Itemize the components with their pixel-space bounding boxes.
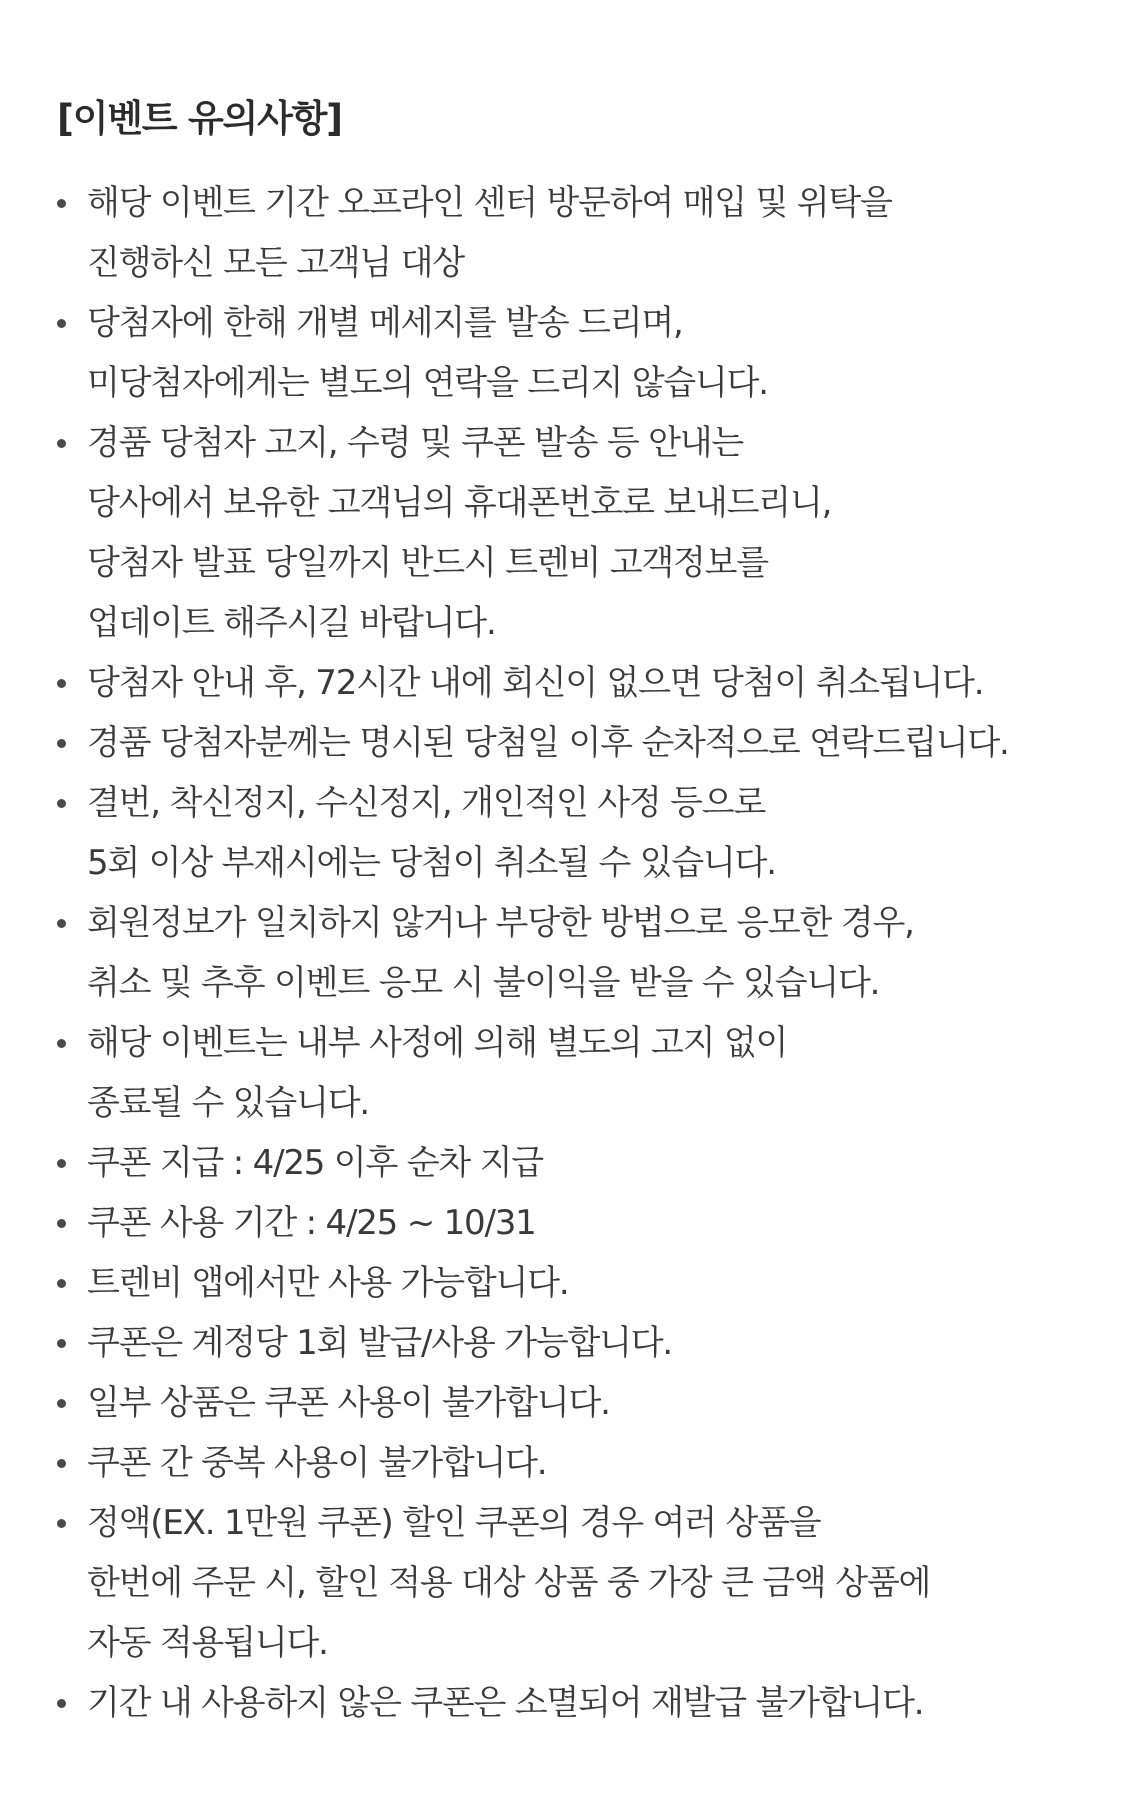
notice-title: [이벤트 유의사항] <box>57 97 342 140</box>
notice-item <box>57 293 1125 413</box>
notice-item <box>57 1373 1125 1433</box>
notice-item-line: 취소 및 추후 이벤트 응모 시 불이익을 받을 수 있습니다. <box>87 963 880 1003</box>
bullet-dot-icon <box>57 1699 66 1708</box>
notice-item <box>57 1013 1125 1133</box>
notice-item-line: 미당첨자에게는 별도의 연락을 드리지 않습니다. <box>87 363 768 403</box>
notice-item-line: 경품 당첨자 고지, 수령 및 쿠폰 발송 등 안내는 <box>87 423 744 463</box>
notice-item <box>57 1433 1125 1493</box>
notice-item-line: 종료될 수 있습니다. <box>87 1083 369 1123</box>
notice-item-line: 쿠폰은 계정당 1회 발급/사용 가능합니다. <box>87 1323 673 1363</box>
notice-item-line: 쿠폰 사용 기간 : 4/25 ~ 10/31 <box>87 1203 536 1243</box>
notice-item <box>57 1253 1125 1313</box>
bullet-dot-icon <box>57 1519 66 1528</box>
notice-item-line: 해당 이벤트 기간 오프라인 센터 방문하여 매입 및 위탁을 <box>87 183 892 223</box>
notice-item <box>57 653 1125 713</box>
notice-item-line: 업데이트 해주시길 바랍니다. <box>87 603 496 643</box>
notice-item <box>57 713 1125 773</box>
notice-item <box>57 893 1125 1013</box>
bullet-dot-icon <box>57 1159 66 1168</box>
notice-item <box>57 1673 1125 1733</box>
bullet-dot-icon <box>57 1039 66 1048</box>
bullet-dot-icon <box>57 739 66 748</box>
bullet-dot-icon <box>57 1339 66 1348</box>
bullet-dot-icon <box>57 1219 66 1228</box>
bullet-dot-icon <box>57 199 66 208</box>
notice-item-line: 당사에서 보유한 고객님의 휴대폰번호로 보내드리니, <box>87 483 832 523</box>
notice-item-line: 당첨자 발표 당일까지 반드시 트렌비 고객정보를 <box>87 543 768 583</box>
notice-item-line: 기간 내 사용하지 않은 쿠폰은 소멸되어 재발급 불가합니다. <box>87 1683 924 1723</box>
notice-item-line: 트렌비 앱에서만 사용 가능합니다. <box>87 1263 569 1303</box>
notice-item <box>57 1313 1125 1373</box>
notice-item-line: 정액(EX. 1만원 쿠폰) 할인 쿠폰의 경우 여러 상품을 <box>87 1503 821 1543</box>
notice-item-line: 회원정보가 일치하지 않거나 부당한 방법으로 응모한 경우, <box>87 903 914 943</box>
bullet-dot-icon <box>57 439 66 448</box>
notice-item-line: 당첨자에 한해 개별 메세지를 발송 드리며, <box>87 303 683 343</box>
bullet-dot-icon <box>57 919 66 928</box>
bullet-dot-icon <box>57 679 66 688</box>
notice-item-line: 쿠폰 지급 : 4/25 이후 순차 지급 <box>87 1143 543 1183</box>
notice-item-line: 한번에 주문 시, 할인 적용 대상 상품 중 가장 큰 금액 상품에 <box>87 1563 931 1603</box>
notice-item-line: 해당 이벤트는 내부 사정에 의해 별도의 고지 없이 <box>87 1023 788 1063</box>
notice-item-line: 쿠폰 간 중복 사용이 불가합니다. <box>87 1443 547 1483</box>
notice-item <box>57 413 1125 653</box>
bullet-dot-icon <box>57 799 66 808</box>
notice-item-line: 5회 이상 부재시에는 당첨이 취소될 수 있습니다. <box>87 843 776 883</box>
notice-item <box>57 1193 1125 1253</box>
notice-item <box>57 773 1125 893</box>
notice-item-line: 경품 당첨자분께는 명시된 당첨일 이후 순차적으로 연락드립니다. <box>87 723 1009 763</box>
notice-item-line: 진행하신 모든 고객님 대상 <box>87 243 464 283</box>
notice-item <box>57 1493 1125 1673</box>
notice-item-line: 자동 적용됩니다. <box>87 1623 328 1663</box>
bullet-dot-icon <box>57 319 66 328</box>
notice-item-line: 당첨자 안내 후, 72시간 내에 회신이 없으면 당첨이 취소됩니다. <box>87 663 984 703</box>
notice-item <box>57 173 1125 293</box>
notice-item-line: 결번, 착신정지, 수신정지, 개인적인 사정 등으로 <box>87 783 766 823</box>
bullet-dot-icon <box>57 1279 66 1288</box>
notice-item-line: 일부 상품은 쿠폰 사용이 불가합니다. <box>87 1383 610 1423</box>
bullet-dot-icon <box>57 1399 66 1408</box>
notice-list <box>57 173 1125 1733</box>
bullet-dot-icon <box>57 1459 66 1468</box>
notice-item <box>57 1133 1125 1193</box>
